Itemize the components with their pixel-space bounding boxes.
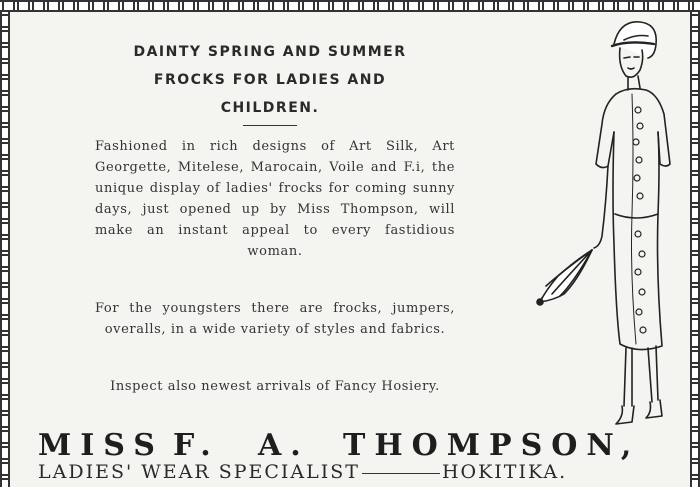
tagline-dash bbox=[362, 473, 440, 474]
shop-name-word-4: THOMPSON, bbox=[343, 428, 641, 463]
tagline-specialty: LADIES' WEAR SPECIALIST bbox=[38, 461, 360, 483]
lady-with-parasol-icon bbox=[528, 14, 688, 434]
headline-line-3: CHILDREN. bbox=[220, 100, 320, 116]
headline-line-1: DAINTY SPRING AND SUMMER bbox=[133, 44, 407, 60]
body-paragraph-1: Fashioned in rich designs of Art Silk, Art Georgette, Mitelese, Marocain, Voile and F.i, the unique display of ladies' frocks for coming sunny days, just opened up by Miss Thompson, will make an instant appeal to every fastidious woman. bbox=[95, 139, 455, 259]
shop-name-word-1: MISS bbox=[38, 428, 164, 463]
headline bbox=[95, 38, 445, 122]
tagline-location: HOKITIKA. bbox=[441, 461, 568, 483]
decorative-border-left bbox=[0, 12, 10, 487]
shop-name-word-2: F. bbox=[173, 428, 220, 463]
shop-tagline bbox=[38, 461, 658, 483]
shop-name-word-3: A. bbox=[258, 428, 310, 463]
headline-line-2: FROCKS FOR LADIES AND bbox=[153, 72, 387, 88]
body-paragraph-2: For the youngsters there are frocks, jumpers, overalls, in a wide variety of styles and fabrics. bbox=[95, 301, 455, 337]
decorative-border-right bbox=[690, 12, 700, 487]
body-paragraph-3: Inspect also newest arrivals of Fancy Hosiery. bbox=[110, 379, 440, 394]
shop-name bbox=[38, 428, 641, 463]
divider-rule bbox=[243, 125, 297, 126]
decorative-border-top bbox=[0, 0, 700, 12]
